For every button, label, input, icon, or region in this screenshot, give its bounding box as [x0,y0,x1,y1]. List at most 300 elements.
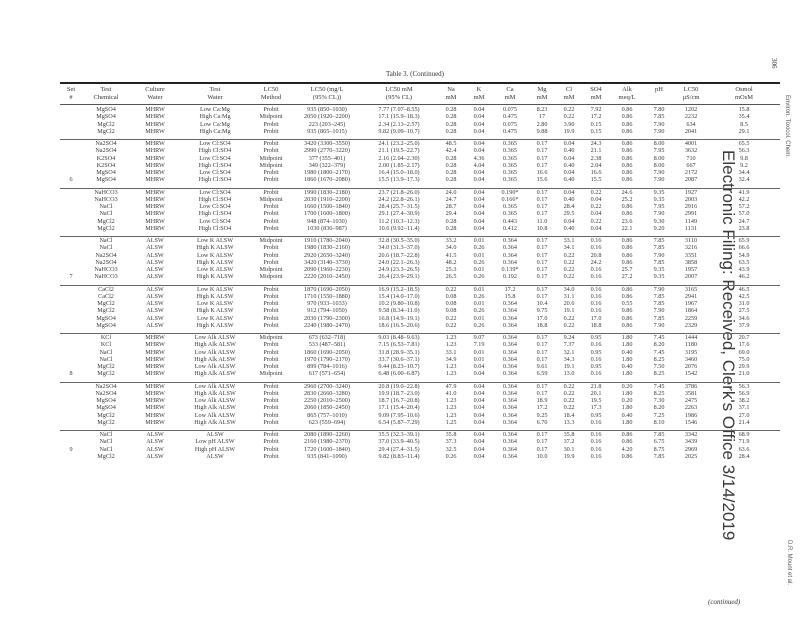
table-cell: 0.17 [536,292,548,300]
table-cell: 7.85 [653,292,665,300]
table-cell: 1542 [684,370,698,378]
table-cell: ALSW [146,445,164,453]
table-cell: Low Cl:SO4 [199,217,231,225]
table-cell: 0.190* [501,188,519,196]
table-cell: MHRW [145,113,165,121]
table-cell [60,307,82,314]
table-cell: High Alk ALSW [194,341,236,349]
table-cell: MHRW [145,370,165,378]
table-cell: 8.25 [653,370,665,378]
table-cell: 0.364 [503,321,517,329]
table-cell: MHRW [145,355,165,363]
table-cell: 634 [686,120,696,128]
table-cell: MgCl2 [97,127,115,135]
header-line-1: LC50 (mg/L [310,86,344,93]
table-cell [60,196,82,203]
table-cell: 935 (865–1015) [307,127,347,135]
header-line-1: Mg [537,86,547,93]
table-cell: 3858 [684,258,698,266]
table-cell: 2060 (1850–2450) [304,404,350,412]
table-cell: 9.35 [653,266,665,273]
table-cell: 7.85 [653,113,665,121]
table-cell [60,356,82,363]
table-cell: Midpoint [259,195,283,203]
table-cell: 0.40 [621,363,633,370]
table-cell: 30.1 [563,445,575,453]
table-cell: 7.85 [653,244,665,252]
table-cell: 2941 [684,292,698,300]
table-cell: 0.22 [563,266,575,273]
table-cell: 34.3 [563,355,575,363]
table-cell: Probit [263,300,279,307]
table-cell: Probit [263,251,279,259]
table-cell: 34.0 (31.3–37.0) [378,244,420,252]
table-cell: 0.28 [445,113,457,121]
table-cell: 0.55 [621,300,633,307]
table-cell: 29.5 [563,210,575,218]
table-cell: 7.90 [653,120,665,128]
table-cell: MHRW [145,154,165,162]
table-cell: 0.364 [503,370,517,378]
table-cell: 37.2 [563,438,575,446]
table-cell: 0.17 [536,203,548,210]
header-line-1: Cl [565,86,573,93]
table-cell: 35.8 [445,431,457,438]
table-cell: Na2SO4 [95,389,117,397]
header-cell [674,86,708,102]
table-cell: 9 [69,445,73,453]
table-cell: 35.8 [563,431,575,438]
table-cell: High K ALSW [196,244,234,252]
table-cell: 17.0 [590,314,602,322]
header-line-2: Water [147,94,163,101]
table-cell: 0.04 [563,140,575,147]
table-cell: 7.15 (6.53–7.81) [378,341,420,349]
table-cell: 1927 [684,188,698,196]
table-cell: 0.86 [621,161,633,169]
table-cell: 2329 [684,321,698,329]
header-line-1: pH [655,86,663,93]
table-cell: 28.4 [563,203,575,210]
table-cell: 0.04 [473,431,485,438]
table-cell: 1149 [684,217,698,225]
table-cell: 8.20 [653,404,665,412]
table-cell: 0.86 [621,251,633,259]
table-cell: MgSO4 [96,113,116,121]
table-cell: Midpoint [259,334,283,341]
table-cell: 1.23 [445,411,457,419]
table-row [60,237,780,245]
table-row [60,315,780,322]
table-cell: 28.4 (25.7–31.5) [378,203,420,210]
table-row [60,356,780,363]
table-cell: 1.23 [445,404,457,412]
table-top-rule [60,82,780,84]
table-cell: MHRW [145,363,165,370]
table-cell: 37.1 [738,404,750,412]
table-cell: 7.85 [653,300,665,307]
table-cell: NaCl [99,244,113,252]
table-cell: 41.0 [445,389,457,397]
table-cell: 28.7 [445,203,457,210]
table-cell: Low Alk ALSW [194,397,236,404]
table-cell: 8.25 [653,389,665,397]
header-line-2: mM [504,94,516,101]
table-cell: 9.2 [740,161,748,169]
table-cell [60,244,82,251]
table-cell: High Cl:SO4 [198,224,232,232]
table-cell: Probit [263,438,279,446]
header-line-1: Test [100,86,112,93]
table-cell: 43.9 [738,266,750,273]
table-cell: Low Alk ALSW [194,363,236,370]
table-cell: 19.9 [563,452,575,460]
table-cell: Probit [263,176,279,184]
table-cell: 27.5 [738,307,750,315]
table-cell: 1864 [684,307,698,315]
table-cell: MHRW [145,210,165,218]
table-cell: Midpoint [259,161,283,169]
table-cell: 21.8 [590,382,602,390]
table-cell: 41.5 [445,251,457,259]
table-cell: 3342 [684,431,698,438]
table-cell: 21.1 [590,147,602,155]
table-cell: MHRW [145,334,165,341]
table-cell: MgCl2 [97,224,115,232]
table-cell [60,188,82,196]
table-cell: 23.8 [738,224,750,232]
table-cell: 17.2 [536,404,548,412]
table-cell: 0.17 [536,273,548,281]
table-cell: 865 (757–1010) [307,411,347,419]
table-cell: 7.25 [653,411,665,419]
table-cell [60,419,82,426]
table-cell: 7.85 [653,258,665,266]
table-cell [60,431,82,439]
table-cell: 21.0 [738,370,750,378]
table-cell: 2050 (1920–2200) [304,113,350,121]
table-cell: 47.9 [445,382,457,390]
table-cell: 0.04 [473,404,485,412]
table-cell: 0.22 [563,106,575,113]
table-row [60,341,780,348]
table-cell: 8.00 [653,140,665,147]
table-cell: 0.86 [621,244,633,252]
table-cell [60,363,82,370]
table-row [60,349,780,356]
table-cell: High K ALSW [196,321,234,329]
table-cell: 0.17 [536,161,548,169]
header-line-2: Chemical [93,94,119,101]
table-cell: 0.26 [473,258,485,266]
header-line-1: Na [447,86,455,93]
table-cell: Midpoint [259,273,283,281]
table-cell: 0.17 [536,266,548,273]
table-cell: 0.04 [473,120,485,128]
table-cell: 0.16 [590,452,602,460]
table-cell: 32.1 [563,348,575,356]
table-row [60,307,780,314]
table-cell: 1.80 [621,389,633,397]
table-cell: 7.45 [653,348,665,356]
table-cell: 0.86 [621,292,633,300]
table-cell: Probit [263,210,279,218]
table-cell: 17.0 [536,314,548,322]
table-cell: 63.5 [738,258,750,266]
running-head: D.R. Mount et al. [786,540,792,586]
table-cell: MHRW [145,120,165,128]
table-cell: 1.23 [445,370,457,378]
table-cell: 33.1 [445,348,457,356]
table-cell: Probit [263,217,279,225]
table-cell [60,334,82,342]
table-cell: 15.8 [504,292,516,300]
table-cell: 11.0 [536,217,548,225]
table-cell: High K ALSW [196,307,234,315]
table-cell: 7.50 [653,363,665,370]
table-cell: High Cl:SO4 [198,176,232,184]
table-cell: 0.075 [503,106,517,113]
header-line-2: Method [260,94,282,101]
table-cell: ALSW [146,251,164,259]
table-cell: Low Ca:Mg [199,106,231,113]
table-cell: High K ALSW [196,292,234,300]
table-cell: MHRW [145,341,165,349]
table-cell: 34.0 [445,244,457,252]
table-cell: 0.20 [621,397,633,404]
table-cell: 0.475 [503,127,517,135]
table-cell: 0.04 [473,445,485,453]
table-cell: 7.90 [653,169,665,176]
table-cell: Probit [263,285,279,293]
table-cell [60,397,82,404]
table-cell: 0.192 [503,273,517,281]
table-cell: 2025 [684,452,698,460]
table-cell: 0.04 [590,224,602,232]
table-cell [60,341,82,348]
table-cell: 0.26 [473,292,485,300]
table-cell: NaCl [99,348,113,356]
data-table [60,106,780,460]
table-cell: 2259 [684,314,698,322]
table-cell: NaCl [99,431,113,438]
page-number: 306 [770,58,778,69]
table-cell: 7.85 [653,452,665,460]
table-cell: 37.3 [445,438,457,446]
table-cell: 0.364 [503,418,517,426]
table-cell: ALSW [146,314,164,322]
table-cell: 25.7 [621,266,633,273]
table-cell: 0.04 [473,418,485,426]
table-cell: 533 (487–581) [308,341,346,349]
header-line-1: Set [66,86,76,93]
table-cell: 3165 [684,285,698,293]
table-cell [60,140,82,148]
header-line-2: meq/L [618,94,636,101]
table-cell: 2830 (2660–3280) [304,389,350,397]
table-cell: 1710 (1550–1880) [304,292,350,300]
table-cell: 0.365 [503,210,517,218]
table-cell: 0.86 [621,113,633,121]
table-cell: 0.364 [503,348,517,356]
table-row [60,155,780,162]
table-cell: 35.4 [738,113,750,121]
table-cell [60,147,82,154]
table-cell: 7.95 [653,203,665,210]
header-cell [644,86,674,94]
table-cell: 9.24 [563,334,575,341]
table-cell: 0.364 [503,314,517,322]
table-cell: 48.5 [445,140,457,147]
table-cell: 0.04 [473,452,485,460]
table-cell: 7.85 [653,237,665,244]
table-cell: 0.26 [473,321,485,329]
table-cell: 22.1 [621,224,633,232]
table-cell [60,128,82,135]
table-cell: 667 [686,161,696,169]
table-row [60,370,780,377]
table-cell: 0.17 [536,147,548,155]
table-cell: High Cl:SO4 [198,195,232,203]
table-cell: 7.90 [653,127,665,135]
table-cell: 15.5 (13.9–17.3) [378,176,420,184]
table-cell: MgCl2 [97,452,115,460]
table-cell: K2SO4 [96,161,116,169]
table-cell: 69.0 [738,348,750,356]
table-cell: 3632 [684,147,698,155]
table-row [60,446,780,453]
table-cell: 15.8 [738,106,750,113]
table-cell: 8.23 [536,106,548,113]
table-cell: 7.95 [653,147,665,155]
table-cell: ALSW [146,431,164,438]
table-cell: 0.01 [473,251,485,259]
table-cell: 3195 [684,348,698,356]
table-cell: 7.30 [653,397,665,404]
header-cell [610,86,644,102]
table-cell: 0.04 [473,176,485,184]
table-cell: MHRW [145,224,165,232]
table-cell: 0.26 [473,273,485,281]
table-cell: Probit [263,292,279,300]
table-cell: 0.28 [445,161,457,169]
table-cell: 24.7 [445,195,457,203]
table-cell: 0.26 [473,307,485,315]
table-cell: 66.6 [738,244,750,252]
header-cell [556,86,582,102]
table-cell: 34.6 [738,314,750,322]
table-cell: NaHCO3 [94,188,118,196]
table-cell: 2.38 [590,154,602,162]
table-cell [60,237,82,245]
table-cell: Probit [263,307,279,315]
table-cell: NaHCO3 [94,195,118,203]
table-cell: 0.22 [563,314,575,322]
table-row [60,285,780,293]
table-cell: 0.04 [473,169,485,176]
table-cell: 17.2 [590,113,602,121]
table-cell: Na2SO4 [95,147,117,155]
table-cell [60,412,82,419]
table-cell: 0.22 [563,321,575,329]
table-row [60,113,780,120]
table-cell: Probit [263,363,279,370]
table-cell: 24.3 [590,140,602,147]
table-cell: 16.9 (15.2–18.5) [378,285,420,293]
header-line-1: Osmol [735,86,753,93]
table-cell: 935 (841–1090) [307,452,347,460]
table-cell: 0.364 [503,445,517,453]
table-cell [60,285,82,293]
table-cell: 9.25 [536,411,548,419]
table-cell: MgCl2 [97,300,115,307]
table-cell: MHRW [145,147,165,155]
table-cell: MgSO4 [96,176,116,184]
header-line-2: mOsM [734,94,754,101]
table-cell: 0.22 [445,285,457,293]
table-cell [60,210,82,217]
table-cell: 0.40 [563,195,575,203]
table-cell: 20.8 [590,251,602,259]
table-cell: 0.22 [563,251,575,259]
table-cell: 0.40 [563,161,575,169]
table-row [60,162,780,169]
table-cell: 42.4 [445,147,457,155]
table-cell: 0.01 [473,300,485,307]
table-cell [60,203,82,210]
table-cell: 0.475 [503,113,517,121]
table-cell: 0.364 [503,355,517,363]
table-cell: 0.04 [563,154,575,162]
table-cell: MHRW [145,176,165,184]
table-cell: 0.86 [621,176,633,184]
table-cell: 2220 (2010–2450) [304,273,350,281]
table-cell: 31.0 [738,300,750,307]
table-cell: 0.17 [536,237,548,244]
table-cell: 24.1 (23.2–25.0) [378,140,420,147]
table-cell: 28.4 [738,452,750,460]
table-cell: MHRW [145,188,165,196]
table-cell: 3420 (3300–3550) [304,140,350,147]
header-line-1: LC50 mM [385,86,413,93]
table-cell: ALSW [146,237,164,244]
table-cell: 29.4 (27.4–31.5) [378,445,420,453]
table-cell: 17.2 [504,285,516,293]
table-cell: 0.364 [503,404,517,412]
table-row [60,244,780,251]
table-cell: 6.70 [536,418,548,426]
table-cell: 31.8 (28.9–35.1) [378,348,420,356]
table-cell: 0.04 [590,210,602,218]
table-cell: MHRW [145,382,165,390]
table-cell: 0.86 [621,147,633,155]
table-cell: 9.75 [536,307,548,315]
table-cell: High Alk ALSW [194,404,236,412]
table-cell: 0.17 [536,431,548,438]
table-cell: NaCl [99,237,113,244]
table-row [60,412,780,419]
table-cell: Probit [263,258,279,266]
table-cell: Midpoint [259,370,283,378]
table-cell: 0.16 [590,370,602,378]
table-cell: 7.90 [653,176,665,184]
header-cell [250,86,292,102]
table-cell: 7.90 [653,285,665,293]
table-cell: Low K ALSW [196,251,234,259]
table-cell: 0.16 [590,431,602,438]
table-cell: 0.16 [590,237,602,244]
table-cell: 0.01 [473,237,485,244]
